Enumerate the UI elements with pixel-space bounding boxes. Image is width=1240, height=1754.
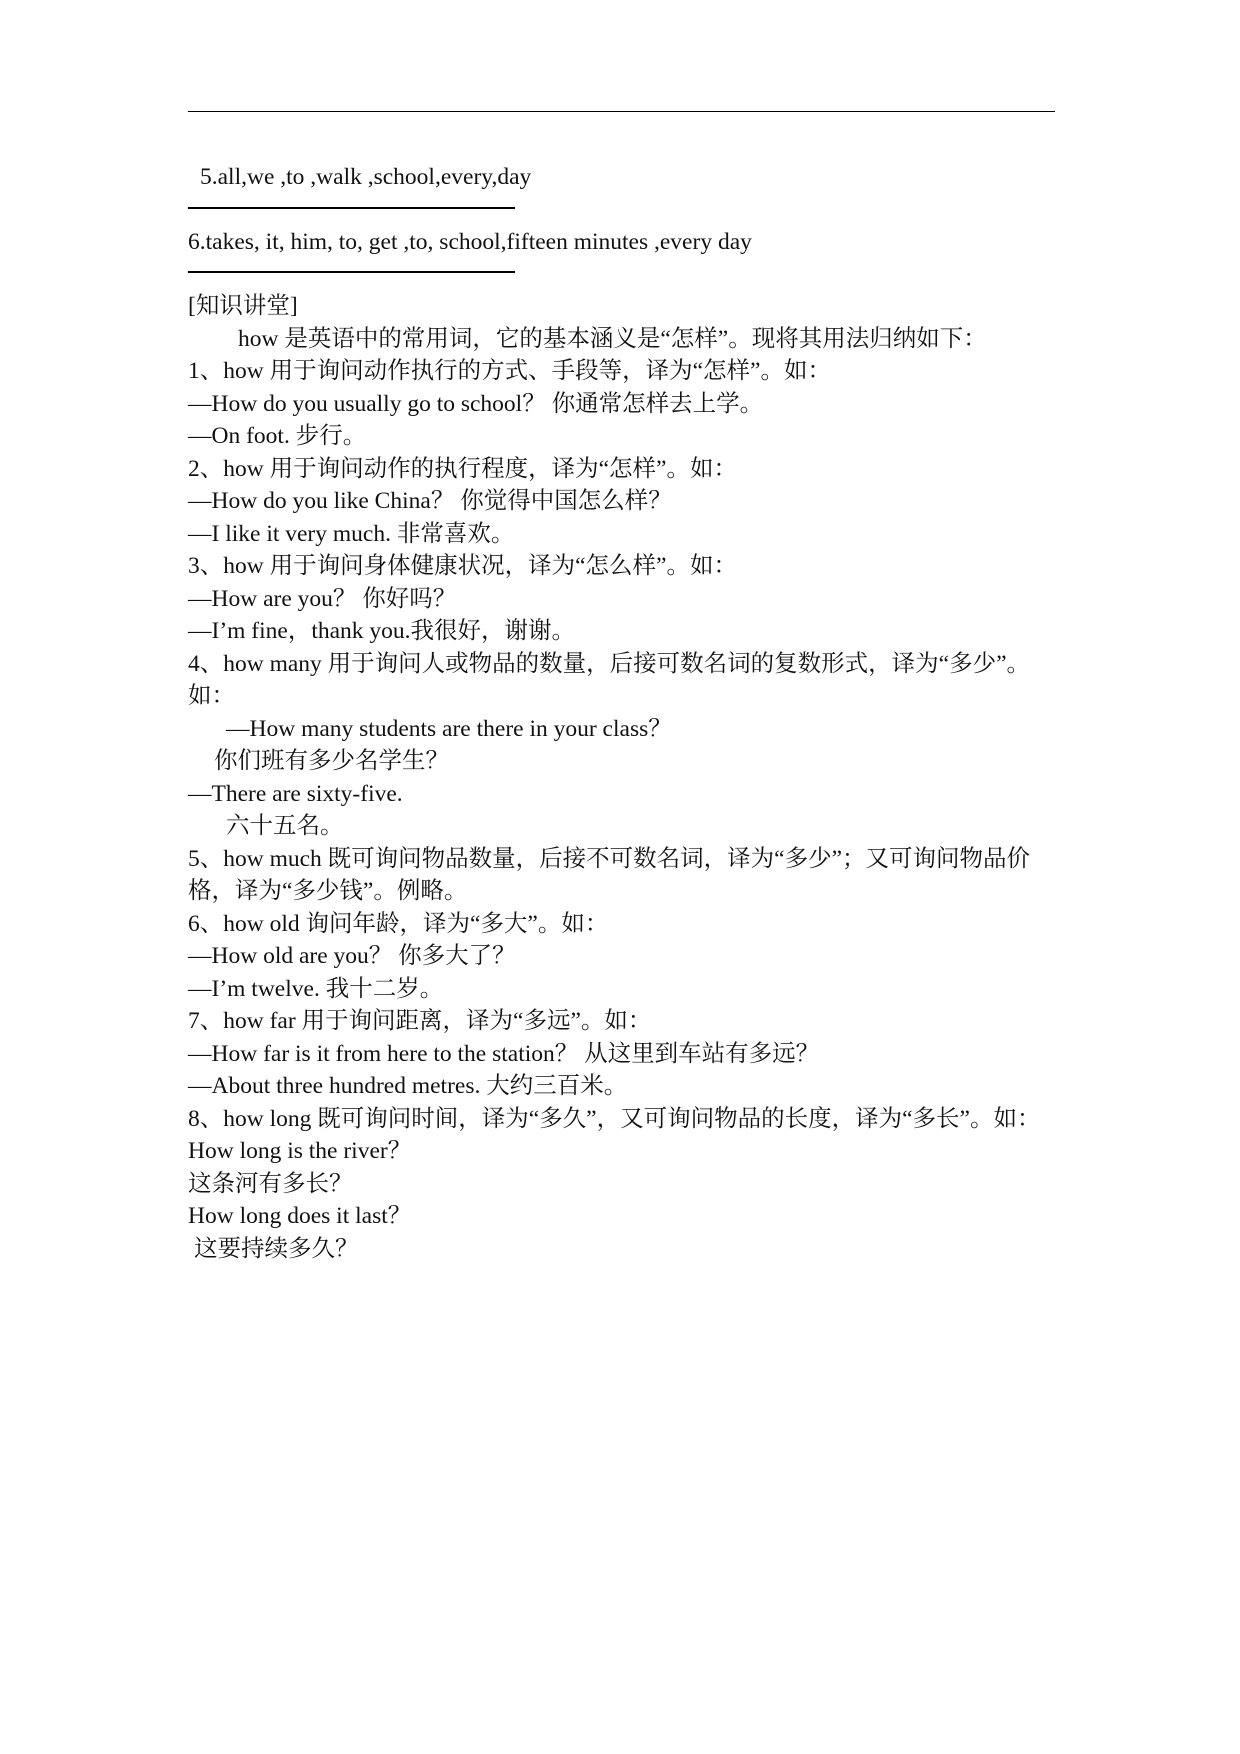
point-2-title: 2、how 用于询问动作的执行程度，译为“怎样”。如： [188, 455, 737, 482]
point-4-title: 4、how many 用于询问人或物品的数量，后接可数名词的复数形式，译为“多少”。如： [188, 650, 1031, 709]
answer-blank-6[interactable] [188, 271, 515, 273]
point-8-example-2-translation: 这要持续多久？ [194, 1235, 359, 1262]
exercise-6: 6.takes, it, him, to, get ,to, school,fifteen minutes ,every day [188, 228, 752, 255]
section-title: [知识讲堂] [188, 293, 298, 319]
point-4-example-2: —There are sixty-five. [188, 780, 403, 807]
point-2-example-2: —I like it very much. 非常喜欢。 [188, 520, 515, 547]
point-4-example-2-translation: 六十五名。 [226, 813, 344, 839]
point-1-title: 1、how 用于询问动作执行的方式、手段等，译为“怎样”。如： [188, 358, 831, 384]
point-8-example-1-translation: 这条河有多长？ [188, 1170, 353, 1197]
point-7-title: 7、how far 用于询问距离，译为“多远”。如： [188, 1008, 652, 1034]
point-3-example-2: —I’m fine，thank you.我很好，谢谢。 [188, 618, 576, 644]
point-1-example-1: —How do you usually go to school？ 你通常怎样去上学。 [188, 390, 764, 417]
point-4-example-1: —How many students are there in your class？ [226, 715, 672, 742]
point-6-example-2: —I’m twelve. 我十二岁。 [188, 975, 444, 1002]
point-7-example-2: —About three hundred metres. 大约三百米。 [188, 1073, 628, 1099]
point-8-title: 8、how long 既可询问时间，译为“多久”，又可询问物品的长度，译为“多长”。如：How long is the river？ [188, 1105, 1041, 1164]
exercise-5: 5.all,we ,to ,walk ,school,every,day [200, 164, 532, 190]
point-8-example-2: How long does it last？ [188, 1203, 412, 1229]
point-1-example-2: —On foot. 步行。 [188, 423, 367, 449]
point-6-example-1: —How old are you？ 你多大了？ [188, 943, 516, 969]
point-6-title: 6、how old 询问年龄，译为“多大”。如： [188, 910, 609, 937]
header-rule [188, 111, 1055, 112]
document-body [188, 161, 1068, 1265]
point-5-title: 5、how much 既可询问物品数量，后接不可数名词，译为“多少”；又可询问物品价格，译为“多少钱”。例略。 [188, 845, 1031, 904]
point-4-example-1-translation: 你们班有多少名学生？ [214, 748, 449, 774]
answer-blank-5[interactable] [188, 207, 515, 209]
point-3-example-1: —How are you？ 你好吗？ [188, 585, 457, 612]
point-3-title: 3、how 用于询问身体健康状况，译为“怎么样”。如： [188, 553, 737, 579]
intro-paragraph: how 是英语中的常用词，它的基本涵义是“怎样”。现将其用法归纳如下： [238, 325, 987, 352]
point-2-example-1: —How do you like China？ 你觉得中国怎么样？ [188, 488, 672, 514]
point-7-example-1: —How far is it from here to the station？ 从这里到车站有多远？ [188, 1040, 820, 1067]
